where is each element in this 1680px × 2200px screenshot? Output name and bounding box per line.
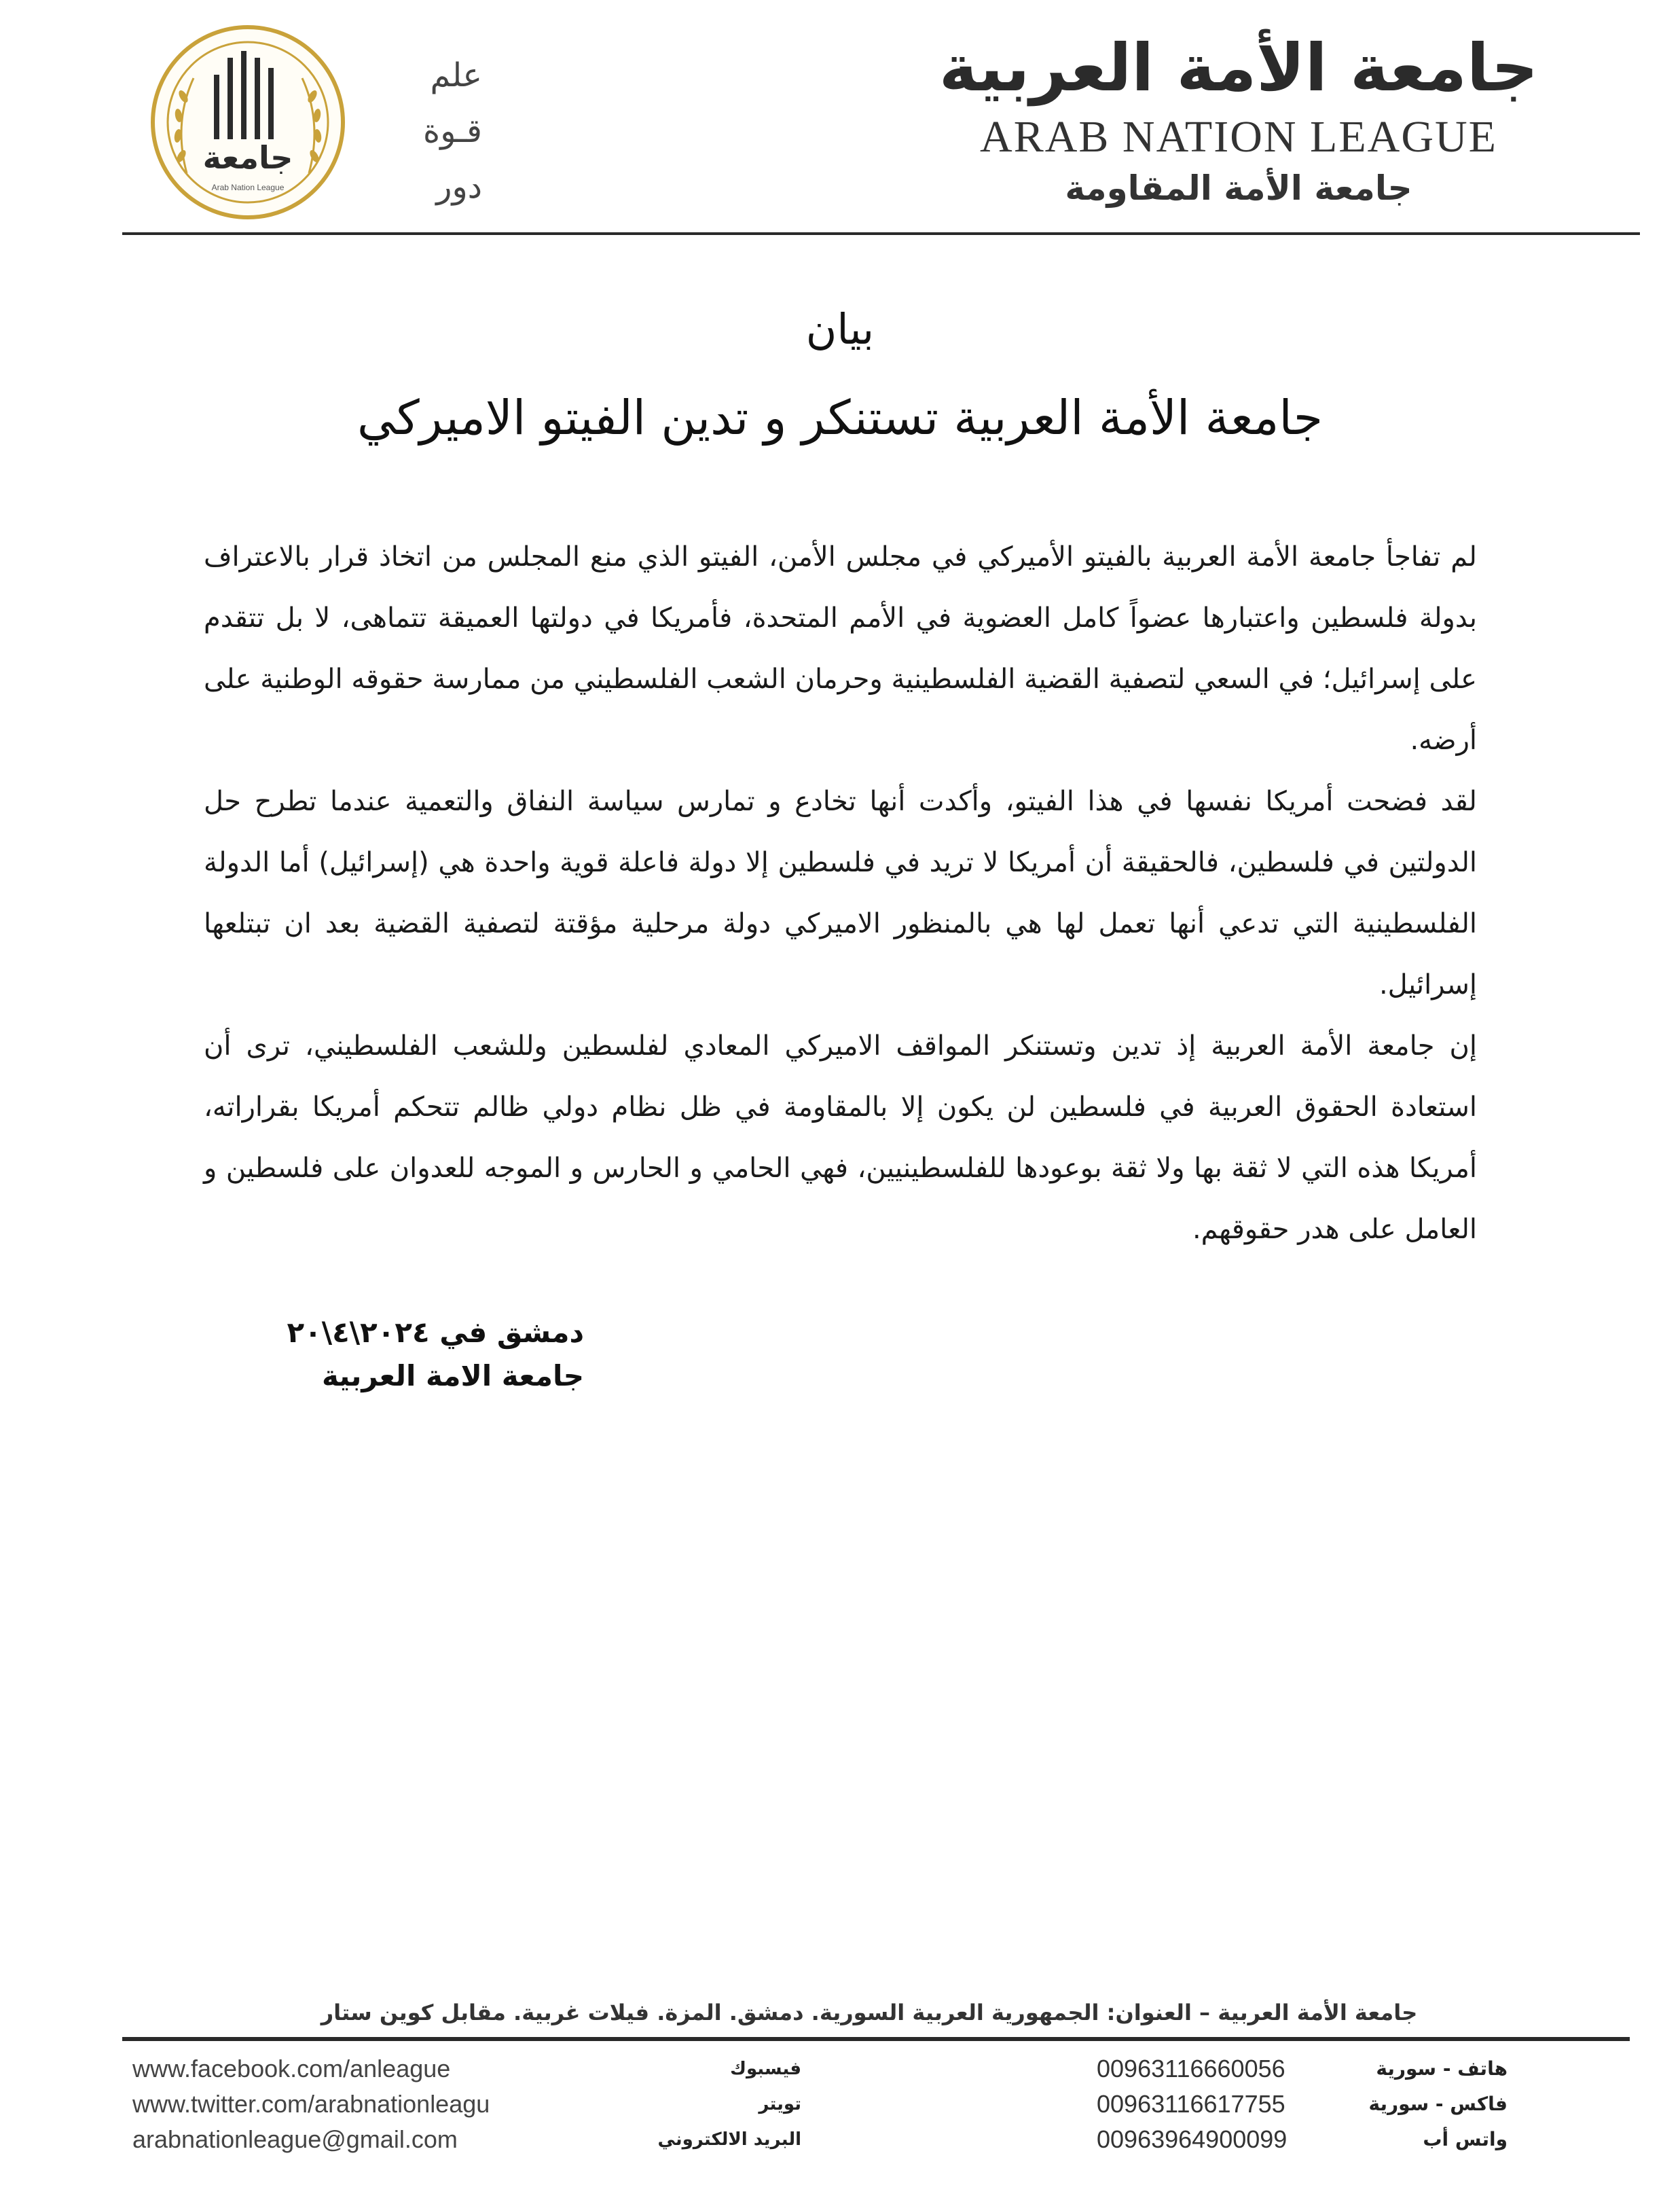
body-paragraph: لقد فضحت أمريكا نفسها في هذا الفيتو، وأكدت أنها تخادع و تمارس سياسة النفاق والتعمية عندما تطرح حل الدولتين في فلسطين، فالحقيقة أن أمريكا لا تريد في فلسطين إلا دولة فاعلة قوية واحدة هي (إسرائيل) أما الدولة الفلسطينية التي تدعي أنها تعمل لها هي بالمنظور الاميركي دولة مرحلية مؤقتة لتصفية القضية بعد ان تبتلعها إسرائيل.: [204, 786, 1477, 1000]
motto-word: قـوة: [423, 112, 482, 150]
contact-label: فاكس - سورية: [1368, 2093, 1508, 2115]
seal-small-text: Arab Nation League: [211, 183, 285, 192]
contact-label: واتس أب: [1423, 2128, 1508, 2150]
footer-address: جامعة الأمة العربية – العنوان: الجمهورية العربية السورية. دمشق. المزة. فيلات غربية. مقابل كوين ستار: [321, 2000, 1418, 2025]
header-divider: [122, 232, 1640, 235]
facebook-link: www.facebook.com/anleague: [132, 2055, 451, 2082]
signatory: جامعة الامة العربية: [322, 1359, 584, 1392]
letterhead-arabic-name: جامعة الأمة العربية: [938, 30, 1539, 106]
letterhead-english-name: ARAB NATION LEAGUE: [980, 112, 1497, 162]
contact-label: هاتف - سورية: [1376, 2057, 1508, 2080]
motto-word: علم: [430, 56, 482, 94]
league-seal-logo: [146, 20, 350, 224]
statement-title: بيان: [805, 304, 875, 354]
letterhead-title-block: [913, 27, 1565, 212]
body-paragraph: لم تفاجأ جامعة الأمة العربية بالفيتو الأميركي في مجلس الأمن، الفيتو الذي منع المجلس من اتخاذ قرار بالاعتراف بدولة فلسطين واعتبارها عضواً كامل العضوية في الأمم المتحدة، فأمريكا في دولتها العميقة تتماهى، لا بل تتقدم على إسرائيل؛ في السعي لتصفية القضية الفلسطينية وحرمان الشعب الفلسطيني من ممارسة حقوقه الوطنية على أرضه.: [204, 541, 1477, 756]
web-label: البريد الالكتروني: [657, 2129, 801, 2150]
motto-word: دور: [436, 168, 482, 206]
footer-web-values: [132, 2051, 608, 2157]
footer-contact-labels: [1351, 2051, 1508, 2157]
body-paragraph: إن جامعة الأمة العربية إذ تدين وتستنكر المواقف الاميركي المعادي لفلسطين وللشعب الفلسطيني، ترى أن استعادة الحقوق العربية في فلسطين لن يكون إلا بالمقاومة في ظل نظام دولي ظالم تتحكم أمريكا بقراراته، أمريكا هذه التي لا ثقة بها ولا ثقة بوعودها للفلسطينيين، فهي الحامي و الحارس و الموجه للعدوان على فلسطين و العامل على هدر حقوقهم.: [204, 1030, 1477, 1245]
web-label: فيسبوك: [730, 2059, 801, 2079]
footer-divider: [122, 2037, 1630, 2041]
seal-emblem-text: جامعة: [202, 139, 293, 176]
email-address: arabnationleague@gmail.com: [132, 2125, 458, 2153]
place-date: دمشق في ٢٠٢٤\٤\٢٠: [287, 1316, 584, 1349]
statement-subtitle: جامعة الأمة العربية تستنكر و تدين الفيتو الاميركي: [357, 390, 1323, 446]
footer-web-labels: [625, 2051, 801, 2157]
letterhead-motto: [373, 48, 482, 215]
statement-body: [204, 526, 1477, 1260]
twitter-link: www.twitter.com/arabnationleagu: [132, 2090, 490, 2118]
letterhead-arabic-subtitle: جامعة الأمة المقاومة: [1065, 168, 1412, 208]
fax-number: 00963116617755: [1097, 2090, 1285, 2118]
phone-number: 00963116660056: [1097, 2055, 1285, 2082]
footer-contact-values: [1097, 2051, 1341, 2157]
signature-block: [204, 1311, 584, 1398]
whatsapp-number: 00963964900099: [1097, 2125, 1288, 2153]
web-label: تويتر: [759, 2094, 801, 2114]
